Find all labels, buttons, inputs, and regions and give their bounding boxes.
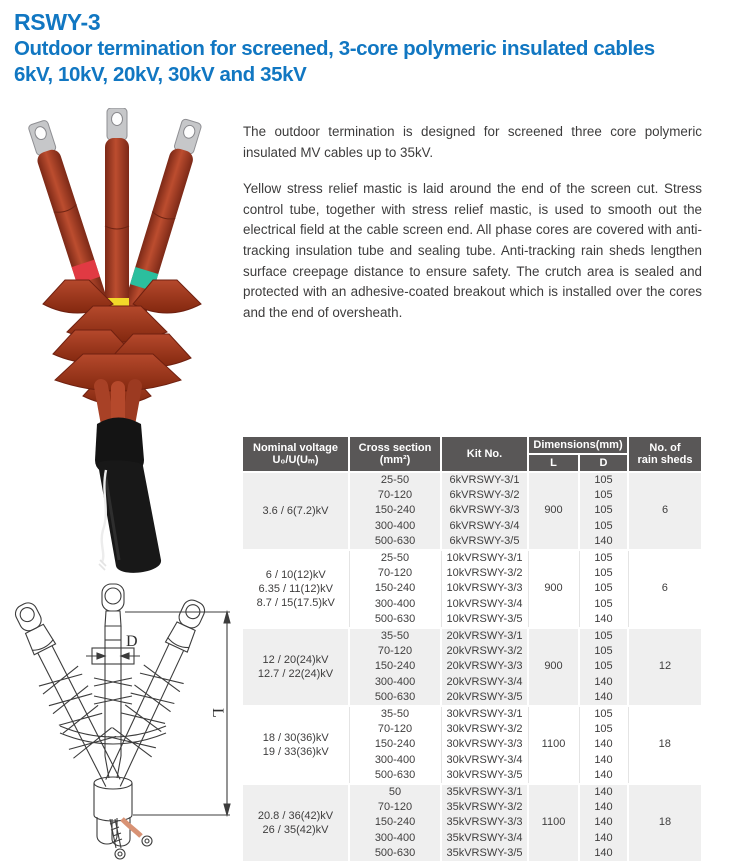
diagram-ground-wire	[122, 819, 152, 846]
cross-section-cell: 150-240	[349, 581, 441, 596]
dim-l-cell: 1100	[528, 784, 579, 861]
dim-d-cell: 140	[579, 534, 628, 550]
dimension-l-label: L	[209, 708, 226, 718]
kit-no-cell: 30kVRSWY-3/2	[441, 722, 528, 737]
kit-no-cell: 10kVRSWY-3/2	[441, 566, 528, 581]
cross-section-cell: 500-630	[349, 534, 441, 550]
cross-section-cell: 35-50	[349, 706, 441, 722]
dim-d-cell: 105	[579, 659, 628, 674]
cross-section-cell: 150-240	[349, 503, 441, 518]
dim-d-cell: 105	[579, 566, 628, 581]
kit-no-cell: 20kVRSWY-3/3	[441, 659, 528, 674]
kit-no-cell: 10kVRSWY-3/1	[441, 550, 528, 566]
dim-d-cell: 140	[579, 846, 628, 861]
dim-l-cell: 900	[528, 472, 579, 550]
dim-d-cell: 105	[579, 581, 628, 596]
cross-section-cell: 500-630	[349, 690, 441, 706]
kit-no-cell: 20kVRSWY-3/4	[441, 675, 528, 690]
dim-d-cell: 140	[579, 690, 628, 706]
dim-d-cell: 105	[579, 503, 628, 518]
cross-section-cell: 500-630	[349, 612, 441, 628]
cross-section-cell: 300-400	[349, 831, 441, 846]
rain-sheds-cell: 18	[628, 784, 701, 861]
voltage-cell: 12 / 20(24)kV 12.7 / 22(24)kV	[243, 628, 349, 706]
kit-no-cell: 20kVRSWY-3/5	[441, 690, 528, 706]
cross-section-cell: 150-240	[349, 737, 441, 752]
spec-table-grid	[243, 437, 701, 861]
rain-sheds-cell: 18	[628, 706, 701, 784]
title-block	[14, 8, 734, 88]
header-dimensions: Dimensions(mm)	[528, 437, 628, 454]
voltage-cell: 3.6 / 6(7.2)kV	[243, 472, 349, 550]
table-row	[243, 706, 701, 722]
photo-breakout	[95, 418, 161, 573]
header-cross-section: Cross section (mm²)	[349, 437, 441, 472]
kit-no-cell: 20kVRSWY-3/2	[441, 644, 528, 659]
page-subtitle: 6kV, 10kV, 20kV, 30kV and 35kV	[14, 63, 307, 86]
kit-no-cell: 6kVRSWY-3/5	[441, 534, 528, 550]
dim-d-cell: 105	[579, 472, 628, 488]
rain-sheds-cell: 12	[628, 628, 701, 706]
header-dim-d: D	[579, 454, 628, 472]
product-photo	[5, 108, 240, 578]
dim-d-cell: 140	[579, 800, 628, 815]
cross-section-cell: 70-120	[349, 800, 441, 815]
dim-d-cell: 140	[579, 815, 628, 830]
cross-section-cell: 300-400	[349, 753, 441, 768]
cross-section-cell: 150-240	[349, 815, 441, 830]
dim-d-cell: 140	[579, 737, 628, 752]
kit-no-cell: 35kVRSWY-3/5	[441, 846, 528, 861]
kit-no-cell: 35kVRSWY-3/4	[441, 831, 528, 846]
description-paragraph-2: Yellow stress relief mastic is laid around the end of the screen cut. Stress control tube, together with stress relief mastic, is used to smooth out the electrical field at the cable screen end. All phase cores are covered with anti-tracking insulation tube and sealing tube. Anti-tracking rain sheds lengthen surface creepage distance to ensure safety. The crutch area is sealed and protected with an adhesive-coated breakout which is installed over the cores and the end of oversheath.	[243, 181, 702, 320]
cross-section-cell: 500-630	[349, 846, 441, 861]
table-header	[243, 437, 701, 472]
kit-no-cell: 30kVRSWY-3/3	[441, 737, 528, 752]
kit-no-cell: 20kVRSWY-3/1	[441, 628, 528, 644]
kit-no-cell: 10kVRSWY-3/3	[441, 581, 528, 596]
product-code: RSWY-3	[14, 9, 101, 35]
rain-sheds-cell: 6	[628, 472, 701, 550]
lug-hole-icon	[112, 113, 123, 126]
cross-section-cell: 50	[349, 784, 441, 800]
dim-d-cell: 140	[579, 675, 628, 690]
voltage-group-35kv	[243, 784, 701, 861]
diagram-leg-right	[91, 592, 219, 794]
cross-section-cell: 150-240	[349, 659, 441, 674]
header-rain-sheds: No. of rain sheds	[628, 437, 701, 472]
dim-d-cell: 105	[579, 644, 628, 659]
kit-no-cell: 6kVRSWY-3/1	[441, 472, 528, 488]
dim-d-cell: 105	[579, 628, 628, 644]
dim-d-cell: 105	[579, 488, 628, 503]
dimension-diagram	[0, 578, 240, 861]
diagram-sheds	[108, 664, 185, 757]
cross-section-cell: 300-400	[349, 597, 441, 612]
cross-section-cell: 500-630	[349, 768, 441, 784]
cross-section-cell: 70-120	[349, 488, 441, 503]
dimension-d	[86, 653, 140, 659]
cross-section-cell: 70-120	[349, 644, 441, 659]
cross-section-cell: 300-400	[349, 519, 441, 534]
header-kit-no: Kit No.	[441, 437, 528, 472]
spec-table	[243, 437, 701, 861]
kit-no-cell: 30kVRSWY-3/1	[441, 706, 528, 722]
kit-no-cell: 6kVRSWY-3/4	[441, 519, 528, 534]
cross-section-cell: 70-120	[349, 566, 441, 581]
kit-no-cell: 10kVRSWY-3/5	[441, 612, 528, 628]
kit-no-cell: 35kVRSWY-3/2	[441, 800, 528, 815]
dim-d-cell: 140	[579, 784, 628, 800]
cross-section-cell: 35-50	[349, 628, 441, 644]
diagram-leg-centre	[60, 584, 166, 778]
kit-no-cell: 10kVRSWY-3/4	[441, 597, 528, 612]
cross-section-cell: 300-400	[349, 675, 441, 690]
kit-no-cell: 35kVRSWY-3/1	[441, 784, 528, 800]
voltage-group-10kv	[243, 550, 701, 628]
dimension-d-label: D	[126, 633, 138, 650]
voltage-cell: 18 / 30(36)kV 19 / 33(36)kV	[243, 706, 349, 784]
dim-l-cell: 1100	[528, 706, 579, 784]
voltage-group-20kv	[243, 628, 701, 706]
table-row	[243, 784, 701, 800]
kit-no-cell: 6kVRSWY-3/2	[441, 488, 528, 503]
kit-no-cell: 6kVRSWY-3/3	[441, 503, 528, 518]
diagram-sheds	[37, 665, 116, 758]
dim-d-cell: 105	[579, 519, 628, 534]
cross-section-cell: 25-50	[349, 550, 441, 566]
description	[243, 122, 702, 339]
description-paragraph-1: The outdoor termination is designed for screened three core polymeric insulated MV cables up to 35kV.	[243, 124, 702, 160]
dim-d-cell: 105	[579, 597, 628, 612]
dim-d-cell: 140	[579, 612, 628, 628]
page-title: Outdoor termination for screened, 3-core polymeric insulated cables	[14, 37, 655, 60]
dim-d-cell: 140	[579, 831, 628, 846]
table-row	[243, 628, 701, 644]
dim-d-cell: 105	[579, 550, 628, 566]
table-row	[243, 550, 701, 566]
header-dim-l: L	[528, 454, 579, 472]
dim-l-cell: 900	[528, 628, 579, 706]
kit-no-cell: 30kVRSWY-3/5	[441, 768, 528, 784]
dim-l-cell: 900	[528, 550, 579, 628]
cross-section-cell: 70-120	[349, 722, 441, 737]
kit-no-cell: 30kVRSWY-3/4	[441, 753, 528, 768]
voltage-cell: 20.8 / 36(42)kV 26 / 35(42)kV	[243, 784, 349, 861]
voltage-group-6kv	[243, 472, 701, 550]
voltage-cell: 6 / 10(12)kV 6.35 / 11(12)kV 8.7 / 15(17.5)kV	[243, 550, 349, 628]
header-nominal-voltage: Nominal voltage U₀/U(Uₘ)	[243, 437, 349, 472]
diagram-leg-left	[1, 594, 135, 794]
diagram-sheds	[60, 678, 166, 744]
cross-section-cell: 25-50	[349, 472, 441, 488]
dim-d-cell: 140	[579, 768, 628, 784]
dim-d-cell: 140	[579, 753, 628, 768]
dim-d-cell: 105	[579, 722, 628, 737]
rain-sheds-cell: 6	[628, 550, 701, 628]
dim-d-cell: 105	[579, 706, 628, 722]
voltage-group-30kv	[243, 706, 701, 784]
table-row	[243, 472, 701, 488]
kit-no-cell: 35kVRSWY-3/3	[441, 815, 528, 830]
